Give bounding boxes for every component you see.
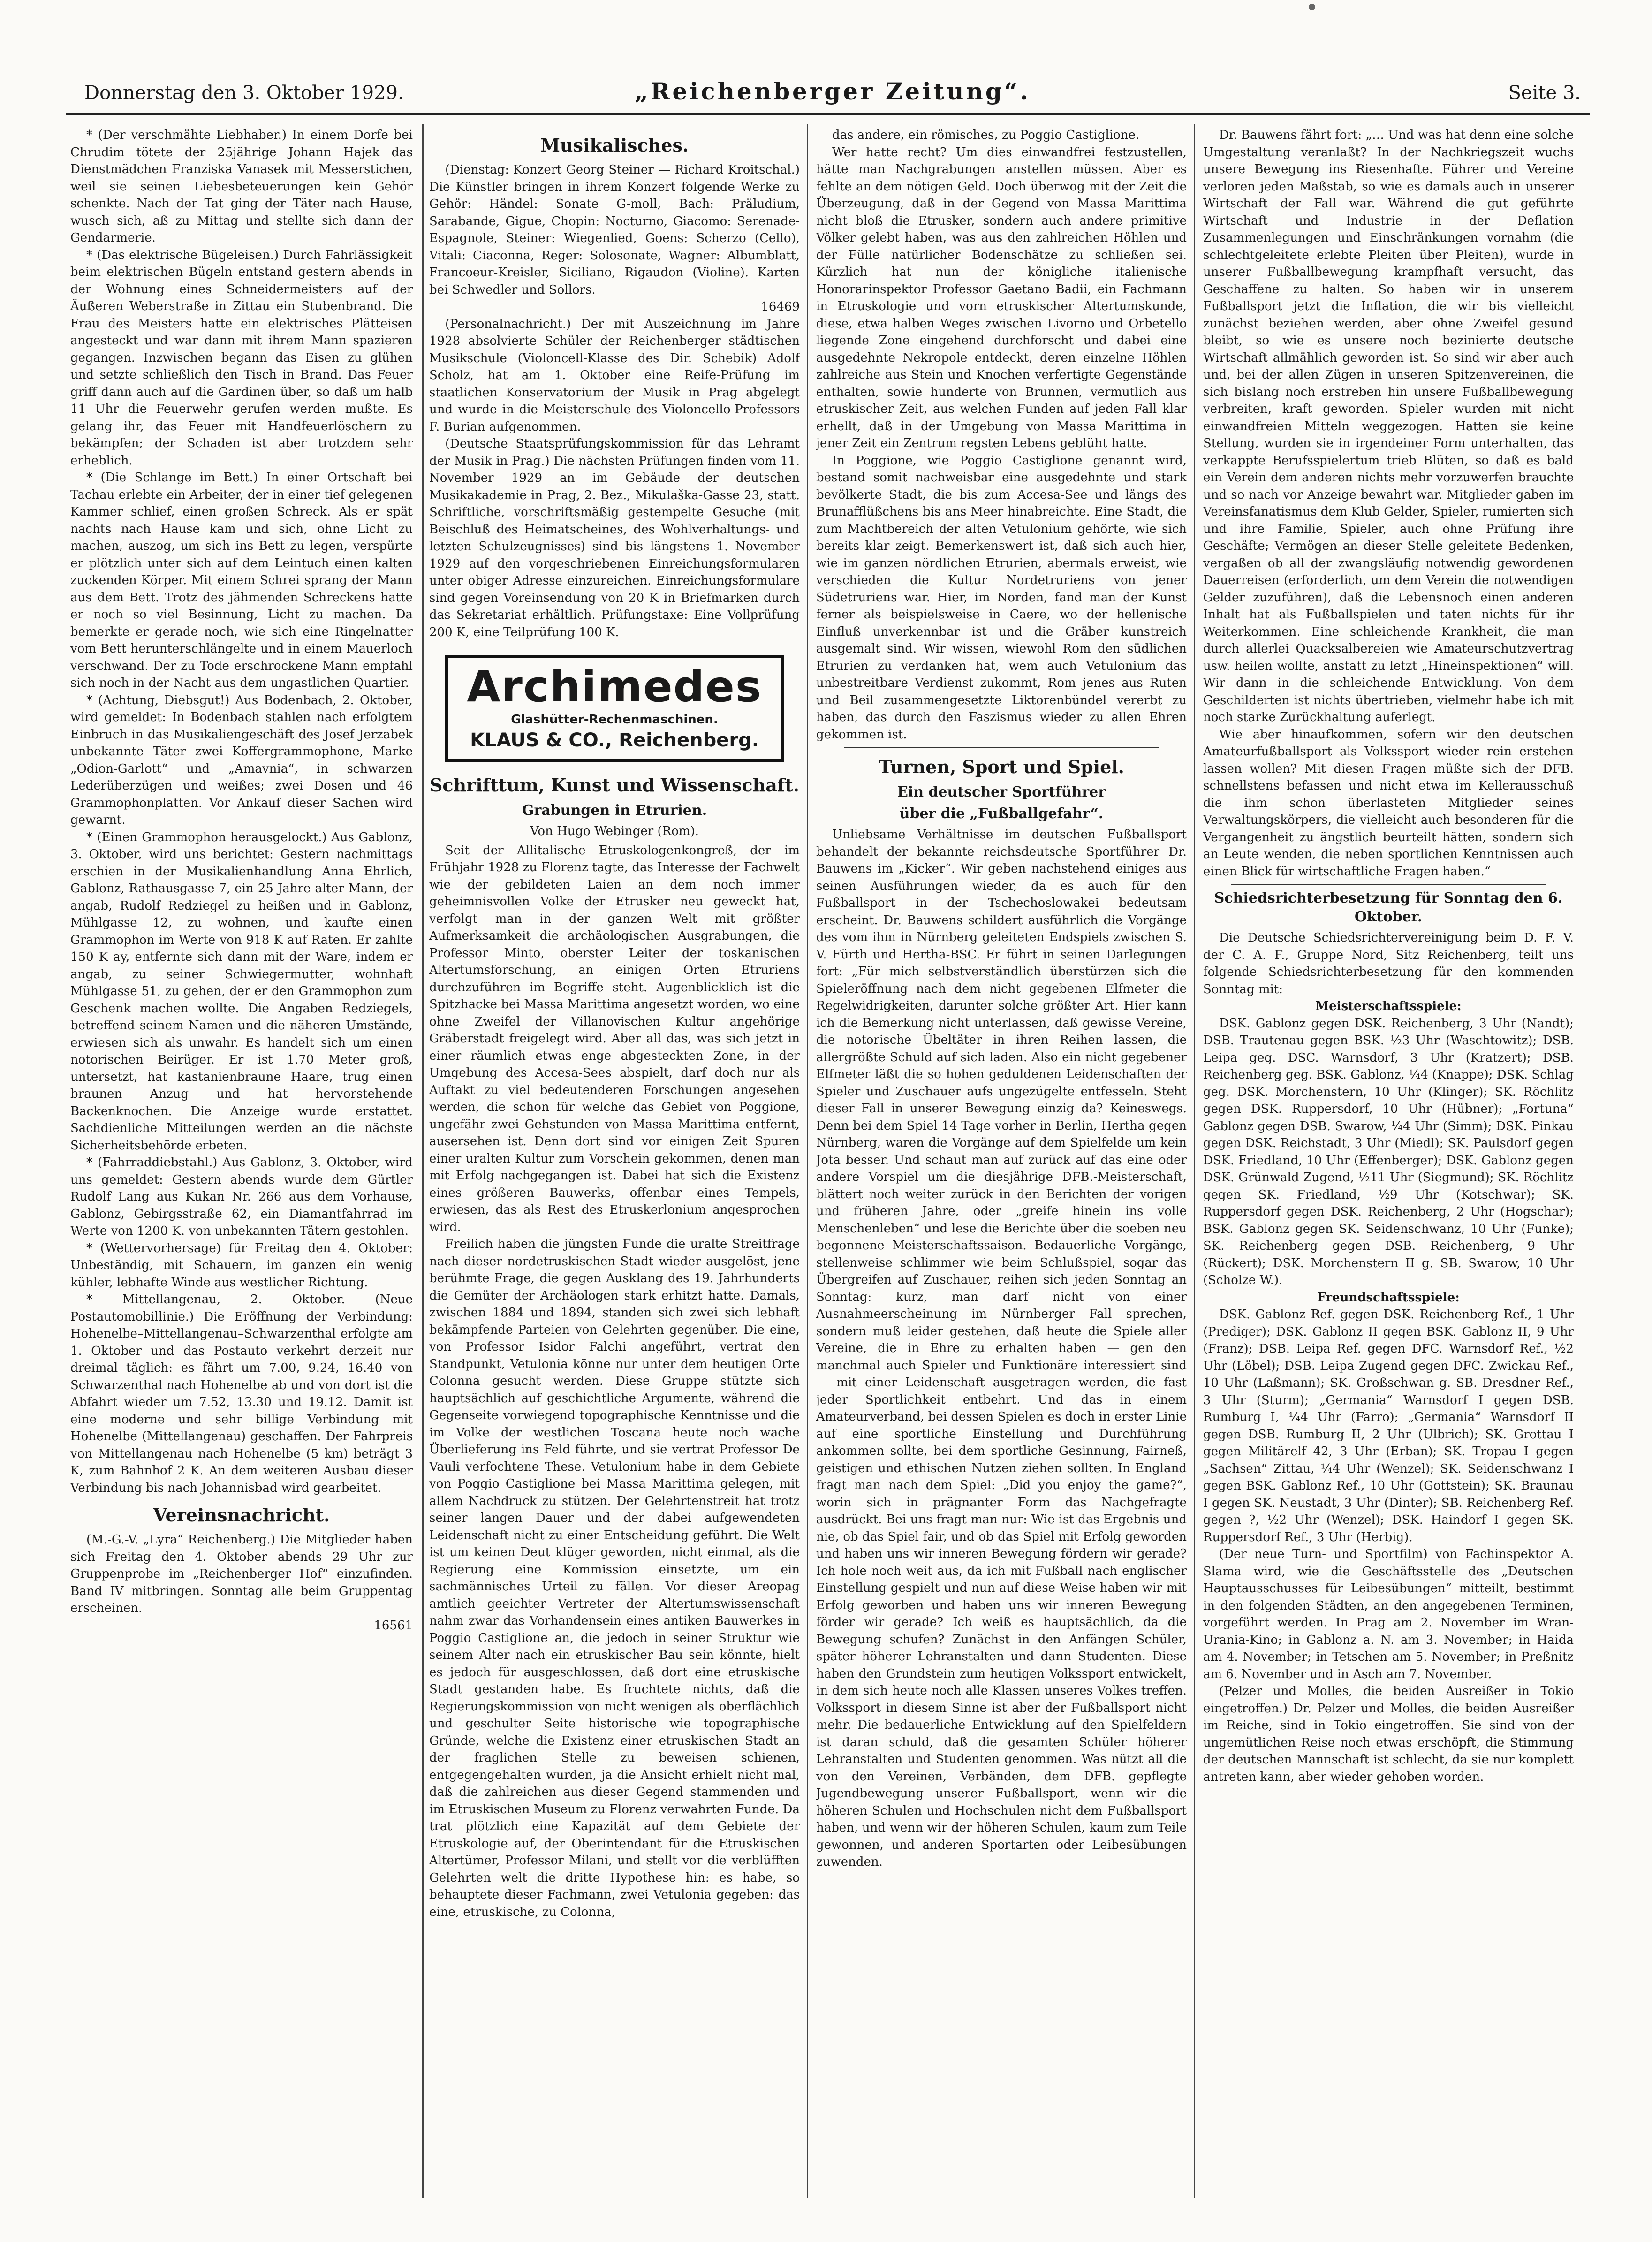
section-heading-schrifttum: Schrifttum, Kunst und Wissenschaft. bbox=[429, 775, 800, 796]
article-fahrraddiebstahl: * (Fahrraddiebstahl.) Aus Gablonz, 3. Oktober, wird uns gemeldet: Gestern abends wurde dem Gürtler Rudolf Lang aus Kukan Nr. 266 aus dem Vorhause, Gablonz, Gebirgsstraße 62, ein Diamantfahrrad im Werte von 1200 K. von unbekannten Tätern gestohlen. bbox=[70, 1155, 413, 1238]
column-4 bbox=[1203, 127, 1574, 2200]
section-heading-verein: Vereinsnachricht. bbox=[153, 1505, 330, 1526]
ad-firm: KLAUS & CO., Reichenberg. bbox=[470, 730, 759, 751]
subheading-meisterschaft: Meisterschaftsspiele: bbox=[1315, 999, 1462, 1013]
column-rule bbox=[422, 124, 424, 2198]
byline: Von Hugo Webinger (Rom). bbox=[530, 824, 699, 838]
article-etrurien-5: In Poggione, wie Poggio Castiglione genannt wird, bestand somit nachweisbar eine ausgedehnte und stark bevölkerte Stadt, die bis zum Accesa-See und längs des Brunafflüßchens bis ans Meer hinabreichte. Eine Stadt, die zum Machtbereich der alten Vetulonium gehörte, wie sich bereits klar zeigt. Bemerkenswert ist, daß sich auch hier, wie im ganzen nördlichen Etrurien, abermals erweist, wie verschieden die Kultur Nordetruriens von jener Südetruriens war. Hier, im Norden, fand man der Kunst ferner als beispielsweise in Caere, wo der hellenische Einfluß unverkennbar ist und die Gräber kunstreich ausgemalt sind. Wir wissen, wiewohl Rom den südlichen Etrurien zu verdanken hat, wem auch Vetulonium das unbestreitbare Verdienst zukommt, Rom jenes aus Ruten und Beil zusammengesetzte Liktorenbündel vererbt zu haben, das durch den Faszismus wieder zu allen Ehren gekommen ist. bbox=[816, 453, 1187, 742]
article-subtitle-fussballgefahr: über die „Fußballgefahr“. bbox=[899, 806, 1104, 822]
freundschaft-list: DSK. Gablonz Ref. gegen DSK. Reichenberg Ref., 1 Uhr (Prediger); DSK. Gablonz II gegen BSK. Gablonz II, 9 Uhr (Franz); DSB. Leipa Ref. gegen DFC. Warnsdorf Ref., ½2 Uhr (Löbel); DSB. Leipa Zugend gegen DFC. Zwickau Ref., 10 Uhr (Laßmann); SK. Großschwan g. SB. Dresdner Ref., 3 Uhr (Sturm); „Germania“ Warnsdorf I gegen DSB. Rumburg I, ¼4 Uhr (Farro); „Germania“ Warnsdorf II gegen DSB. Rumburg II, 2 Uhr (Ulbrich); SK. Grottau I gegen Militärelf 42, 3 Uhr (Erban); SK. Tropau I gegen „Sachsen“ Zittau, ¼4 Uhr (Wenzel); SK. Seidenschwanz I gegen BSK. Gablonz Ref., 10 Uhr (Gottstein); SK. Braunau I gegen SK. Neustadt, 3 Uhr (Dinter); SB. Reichenberg Ref. gegen ?, ½2 Uhr (Wenzel); DSK. Haindorf I gegen SK. Ruppersdorf Ref., 3 Uhr (Herbig). bbox=[1203, 1307, 1574, 1544]
article-diebsgut: * (Achtung, Diebsgut!) Aus Bodenbach, 2. Oktober, wird gemeldet: In Bodenbach stahlen nach erfolgtem Einbruch in das Musikaliengeschäft des Josef Jerzabek unbekannte Täter zwei Koffergrammophone, Marke „Odion-Garlott“ und „Amavnia“, in schwarzen Lederüberzügen und weißes; zwei Dosen und 46 Grammophonplatten. Vor Ankauf dieser Sachen wird gewarnt. bbox=[70, 693, 413, 827]
article-konzert: (Dienstag: Konzert Georg Steiner — Richard Kroitschal.) Die Künstler bringen in ihrem Konzert folgende Werke zu Gehör: Händel: Sonate G-moll, Bach: Präludium, Sarabande, Gigue, Chopin: Nocturno, Giacomo: Serenade-Espagnole, Steiner: Wiegenlied, Goens: Scherzo (Cello), Vitali: Ciaconna, Reger: Solosonate, Wagner: Albumblatt, Francoeur-Kreisler, Siciliano, Rigaudon (Violine). Karten bei Schwedler und Sollors. bbox=[429, 163, 800, 297]
article-liebhaber: * (Der verschmähte Liebhaber.) In einem Dorfe bei Chrudim tötete der 25jährige Johann Hajek das Dienstmädchen Franziska Vanasek mit Messerstichen, weil sie seinen Liebesbeteuerungen kein Gehör schenkte. Nach der Tat ging der Täter nach Hause, wusch sich, aß zu Mittag und stellte sich dann der Gendarmerie. bbox=[70, 128, 413, 245]
article-personal: (Personalnachricht.) Der mit Auszeichnung im Jahre 1928 absolvierte Schüler der Reichenberger städtischen Musikschule (Violoncell-Klasse des Dir. Schebik) Adolf Scholz, hat am 1. Oktober eine Reife-Prüfung im staatlichen Konservatorium der Musik in Prag abgelegt und wurde in die Meisterschule des Violoncello-Professors F. Burian aufgenommen. bbox=[429, 317, 800, 434]
section-divider bbox=[1231, 884, 1546, 885]
column-rule bbox=[1194, 124, 1195, 2198]
print-mark bbox=[1309, 4, 1315, 10]
article-wetter: * (Wettervorhersage) für Freitag den 4. Oktober: Unbeständig, mit Schauern, im ganzen ein wenig kühler, lebhafte Winde aus westlicher Richtung. bbox=[70, 1241, 413, 1290]
heading-schiedsrichter: Schiedsrichterbesetzung für Sonntag den 6. Oktober. bbox=[1214, 890, 1563, 925]
article-pelzer: (Pelzer und Molles, die beiden Ausreißer in Tokio eingetroffen.) Dr. Pelzer und Molles, die beiden Ausreißer im Reiche, sind in Tokio eingetroffen. Sie sind von der ungemütlichen Reise noch etwas erschöpft, die Stimmung der deutschen Mannschaft ist schlecht, da sie nur komplett antreten kann, aber wieder gehoben worden. bbox=[1203, 1684, 1574, 1784]
article-grammophon: * (Einen Grammophon herausgelockt.) Aus Gablonz, 3. Oktober, wird uns berichtet: Gestern nachmittags erschien in der Musikalienhandlung Anna Ehrlich, Gablonz, Rathausgasse 7, ein 25 Jahre alter Mann, der angab, Rudolf Redziegel zu heißen und in Gablonz, Mühlgasse 12, zu wohnen, und kaufte einen Grammophon im Werte von 918 K auf Raten. Er zahlte 150 K ay, entfernte sich dann mit der Ware, indem er angab, zu seiner Schwiegermutter, wohnhaft Mühlgasse 51, zu gehen, der er den Grammophon zum Geschenk machen wollte. Die Angaben Redziegels, betreffend seinem Namen und die näheren Umstände, erwiesen sich als unwahr. Es handelt sich um einen notorischen Beirüger. Er ist 1.70 Meter groß, untersetzt, hat kastanienbraune Haare, trug einen braunen Anzug und hat hervorstehende Backenknochen. Die Anzeige wurde erstattet. Sachdienliche Mitteilungen werden an die nächste Sicherheitsbehörde erbeten. bbox=[70, 830, 413, 1153]
ad-reference-number: 16469 bbox=[761, 300, 800, 314]
article-staatspruefung: (Deutsche Staatsprüfungskommission für das Lehramt der Musik in Prag.) Die nächsten Prüfungen finden vom 11. November 1929 an im Gebäude der deutschen Musikakademie in Prag, 2. Bez., Mikulaška-Gasse 23, statt. Schriftliche, vorschriftsmäßig gestempelte Gesuche (mit Beischluß des Heimatscheines, des Wohlverhaltungs- und letzten Schulzeugnisses) sind bis längstens 1. November 1929 auf den vorgeschriebenen Einreichungsformularen unter obiger Adresse einzureichen. Einreichungsformulare sind gegen Voreinsendung von 20 K in Briefmarken durch das Sekretariat erhältlich. Prüfungstaxe: Eine Vollprüfung 200 K, eine Teilprüfung 100 K. bbox=[429, 437, 800, 639]
ad-reference-number: 16561 bbox=[374, 1618, 413, 1633]
article-schiedsrichter-intro: Die Deutsche Schiedsrichtervereinigung beim D. F. V. der C. A. F., Gruppe Nord, Sitz Reichenberg, teilt uns folgende Schiedsrichterbesetzung für den kommenden Sonntag mit: bbox=[1203, 931, 1574, 996]
section-heading-sport: Turnen, Sport und Spiel. bbox=[879, 756, 1124, 777]
article-buegeleisen: * (Das elektrische Bügeleisen.) Durch Fahrlässigkeit beim elektrischen Bügeln entstand gestern abends in der Wohnung eines Schneidermeisters auf der Äußeren Weberstraße in Zittau ein Stubenbrand. Die Frau des Meisters hatte ein elektrisches Plätteisen angesteckt und war dann mit ihrem Mann spazieren gegangen. Inzwischen begann das Eisen zu glühen und setzte schließlich den Tisch in Brand. Das Feuer griff dann auch auf die Gardinen über, so daß um halb 11 Uhr die Feuerwehr gerufen werden mußte. Es gelang ihr, das Feuer mit Handfeuerlöschern zu bekämpfen; der Schaden ist aber trotzdem sehr erheblich. bbox=[70, 248, 413, 468]
article-title-etrurien: Grabungen in Etrurien. bbox=[522, 802, 707, 819]
section-heading-musik: Musikalisches. bbox=[540, 135, 689, 156]
section-divider bbox=[844, 747, 1159, 748]
article-fussball-cont: Dr. Bauwens fährt fort: „… Und was hat denn eine solche Umgestaltung veranlaßt? In der Nachkriegszeit wuchs unsere Bewegung ins Riesenhafte. Führer und Vereine verloren jeden Maßstab, so wie es damals auch in unserer Wirtschaft der Fall war. Während die gut geführte Wirtschaft und Industrie in der Deflation Zusammenlegungen und Einschränkungen vornahm (die schlechtgeleitete erlebte Pleiten über Pleiten), wurde in unserer Fußballbewegung krampfhaft versucht, das Geschaffene zu halten. So haben wir in unserem Fußballsport jetzt die Inflation, die wir bis vielleicht zunächst beziehen werden, aber ohne Zweifel gesund bleibt, so wie es unsere noch bezinierte deutsche Wirtschaft allmählich geworden ist. So sind wir aber auch und, bei der allen Zügen in unseren Spitzenvereinen, die sich bislang noch erstreben hin unsere Fußballbewegung verbreiten, kraft geworden. Spieler wurden mit nicht einwandfreien Mitteln weggezogen. Hatten sie keine Stellung, wurden sie in irgendeiner Form unterhalten, das verkappte Berufsspielertum trieb Blüten, so daß es bald ein Verein dem anderen nichts mehr vorzuwerfen brauchte und so nach vor Anzeige bewahrt war. Mitglieder gaben im Vereinsfanatismus dem Klub Gelder, Spieler, rumierten sich und ihre Familie, Spieler, auch ohne Prüfung ihre Geschäfte; Vermögen an dieser Stelle geleitete Bedenken, vergaßen ob all der zwangsläufig notwendig gewordenen Dauerreisen (erforderlich, um dem Verein die notwendigen Gelder zuzuführen), daß die Lebensnoch einen anderen Inhalt hat als Fußballspielen und taten nichts für ihr Weiterkommen. Eine schleichende Krankheit, die man durch allerlei Quacksalbereien wie Amateurschutzvertrag usw. heilen wollte, anstatt zu letzt „Hineinspektionen“ will. Wir dann in die schleichende Entwicklung. Von dem Geschilderten ist nichts übertrieben, vielmehr habe ich mit noch starke Zurückhaltung auferlegt. bbox=[1203, 128, 1574, 724]
meisterschaft-list: DSK. Gablonz gegen DSK. Reichenberg, 3 Uhr (Nandt); DSB. Trautenau gegen BSK. ½3 Uhr (Waschtowitz); DSB. Leipa geg. DSC. Warnsdorf, 3 Uhr (Kratzert); DSB. Reichenberg geg. BSK. Gablonz, ¼4 (Knappe); DSK. Schlag geg. DSK. Morchenstern, 10 Uhr (Klinger); SK. Röchlitz gegen DSK. Ruppersdorf, 10 Uhr (Hübner); „Fortuna“ Gablonz gegen DSB. Swarow, ¼4 Uhr (Simm); DSK. Pinkau gegen DSK. Reichstadt, 3 Uhr (Miedl); SK. Paulsdorf gegen DSK. Friedland, 10 Uhr (Effenberger); DSK. Gablonz gegen DSK. Grünwald Zugend, ½11 Uhr (Siegmund); SK. Röchlitz gegen SK. Friedland, ½9 Uhr (Kotschwar); SK. Ruppersdorf gegen DSK. Reichenberg, 2 Uhr (Hogschar); BSK. Gablonz gegen SK. Seidenschwanz, 10 Uhr (Funke); SK. Reichenberg gegen DSB. Reichenberg, 9 Uhr (Rückert); DSK. Morchenstern II g. SB. Swarow, 10 Uhr (Scholze W.). bbox=[1203, 1016, 1574, 1287]
subheading-freundschaft: Freundschaftsspiele: bbox=[1317, 1290, 1460, 1305]
article-schlange: * (Die Schlange im Bett.) In einer Ortschaft bei Tachau erlebte ein Arbeiter, der in einer tief gelegenen Kammer schlief, einen großen Schreck. Als er spät nachts nach Hause kam und sich, ohne Licht zu machen, auszog, um sich ins Bett zu legen, verspürte er plötzlich unter sich auf dem Leintuch einen kalten zuckenden Körper. Mit einem Schrei sprang der Mann aus dem Bett. Trotz des jähmenden Schreckens hatte er noch so viel Besinnung, Licht zu machen. Da bemerkte er gerade noch, wie sich eine Ringelnatter vom Bett herunterschlängelte und in einem Mauerloch verschwand. Der zu Tode erschrockene Mann empfahl sich noch in der Nacht aus dem ungastlichen Quartier. bbox=[70, 471, 413, 690]
page-number: Seite 3. bbox=[1508, 82, 1581, 104]
header-rule bbox=[66, 113, 1590, 115]
ad-brand: Archimedes bbox=[467, 661, 762, 712]
column-1 bbox=[70, 127, 413, 2200]
article-lyra: (M.-G.-V. „Lyra“ Reichenberg.) Die Mitglieder haben sich Freitag den 4. Oktober abends 29 Uhr zur Gruppenprobe im „Reichenberger Hof“ einzufinden. Band IV mitbringen. Sonntag alle beim Gruppentag erscheinen. bbox=[70, 1533, 413, 1615]
ad-subtitle: Glashütter-Rechenmaschinen. bbox=[511, 713, 718, 727]
column-3 bbox=[816, 127, 1187, 2200]
article-etrurien-4: Wer hatte recht? Um dies einwandfrei festzustellen, hätte man Nachgrabungen anstellen müssen. Aber es fehlte an dem nötigen Geld. Doch überwog mit der Zeit die Überzeugung, daß in der Gegend von Massa Marittima nicht bloß die Etrusker, sondern auch andere primitive Völker gelebt haben, was aus den zahlreichen Höhlen und der Fülle natürlicher Bodenschätze zu schließen sei. Kürzlich hat nun der königliche italienische Honorarinspektor Professor Gaetano Badii, ein Fachmann in Etruskologie und vorn etruskischer Altertumskunde, diese, etwa halben Weges zwischen Livorno und Orbetello liegende Zone eingehend durchforscht und dabei eine ausgedehnte Nekropole entdeckt, deren einzelne Höhlen zahlreiche aus Stein und Knochen verfertigte Gegenstände enthalten, sowie hunderte von Brunnen, vermutlich aus etruskischer Zeit, aus welchen Funden auf jeden Fall klar erhellt, daß in der Umgebung von Massa Marittima in jener Zeit ein Zentrum regsten Lebens geblüht hatte. bbox=[816, 145, 1187, 450]
article-fussball-end: Wie aber hinaufkommen, sofern wir den deutschen Amateurfußballsport als Volkssport wieder rein erstehen lassen wollen? Mit diesen Fragen müßte sich der DFB. schnellstens befassen und nicht etwa im Kellerausschuß die ihm schon überlasteten Mitglieder seines Verwaltungskörpers, die vielleicht auch besonderen für die Vergangenheit zu ängstlich beurteilt hätten, sondern sich an Leute wenden, die neben sportlichen Kenntnissen auch einen Blick für wirtschaftliche Fragen haben.“ bbox=[1203, 727, 1574, 879]
page-header bbox=[84, 77, 1581, 110]
column-2 bbox=[429, 127, 800, 2200]
issue-date: Donnerstag den 3. Oktober 1929. bbox=[84, 82, 404, 104]
article-title-sportfuehrer: Ein deutscher Sportführer bbox=[897, 784, 1106, 800]
article-fussball: Unliebsame Verhältnisse im deutschen Fußballsport behandelt der bekannte reichsdeutsche Sportführer Dr. Bauwens im „Kicker“. Wir geben nachstehend einiges aus seinen Ausführungen wieder, da es auch für den Fußballsport in der Tschechoslowakei bedeutsam erscheint. Dr. Bauwens schildert ausführlich die Vorgänge des vom ihm in Nürnberg geleiteten Endspiels zwischen S. V. Fürth und Hertha-BSC. Er führt in seinen Darlegungen fort: „Für mich selbstverständlich überstürzen sich die Spieleröffnung nach dem nicht gegebenen Elfmeter die Regelwidrigkeiten, darunter solche größter Art. Hier kann ich die Bemerkung nicht unterlassen, daß gewisse Vereine, die notorische Übeltäter in ihren Reihen lassen, die allergrößte Schuld auf sich laden. Also ein nicht gegebener Elfmeter läßt die so hohen geduldenen Leidenschaften der Spieler und Zuschauer aufs ungezügelte entfesseln. Steht dieser Fall in unserer Bewegung einzig da? Keineswegs. Denn bei dem Spiel 14 Tage vorher in Berlin, Hertha gegen Nürnberg, waren die Vorgänge auf dem Spielfelde um kein Jota besser. Und schaut man auf zurück auf das eine oder andere Vorspiel um die diesjährige DFB.-Meisterschaft, blättert noch weiter zurück in den Berichten der vorigen und früheren Jahre, oder „greife hinein ins volle Menschenleben“ und lese die Berichte über die soeben neu begonnene Meisterschaftssaison. Bedauerliche Vorgänge, stellenweise schlimmer wie beim Schlußspiel, sogar das Übergreifen auf Zuschauer, reihen sich jeden Sonntag an Sonntag: kurz, man darf nicht von einer Ausnahmeerscheinung im Nürnberger Fall sprechen, sondern muß leider gestehen, daß heute die Spiele aller Vereine, die in Ehre zu erhalten haben — gen den manchmal auch Spieler und Funktionäre interessiert sind — mit einer Leidenschaft ausgetragen werden, die fast jeder Sportlichkeit entbehrt. Und das in einem Amateurverband, bei dessen Spielen es doch in erster Linie auf eine sportliche Einstellung und Durchführung ankommen sollte, bei dem sportliche Gesinnung, Fairneß, geistigen und ethischen Nutzen ziehen sollten. In England fragt man nach dem Spiel: „Did you enjoy the game?“, worin sich in prägnanter Form das Nachgefragte ausdrückt. Bei uns fragt man nur: Wie ist das Ergebnis und nie, ob das Spiel fair, und ob das Spiel mit Erfolg geworden und haben uns wir inneren Bewegung fördern wir gerade? Ich hole noch weit aus, da ich mit Fußball nach englischer Einstellung gespielt und nun auf diese Weise haben wir mit Erfolg geworben und haben uns wir inneren Bewegung förder wir gerade? Ich weiß es hauptsächlich, da die Bewegung schufen? Zunächst in den Anfängen Schüler, später höherer Lehranstalten und dann Studenten. Diese haben den Grundstein zum heutigen Volkssport entwickelt, in dem sich heute noch alle Klassen unseres Volkes treffen. Volkssport in diesem Sinne ist aber der Fußballsport nicht mehr. Die bedauerliche Entwicklung auf den Spielfeldern ist daran schuld, daß die gesamten Schüler höherer Lehranstalten und Studenten genommen. Was nützt all die von den Vereinen, Verbänden, dem DFB. gepflegte Jugendbewegung unserer Fußballsport, wenn wir die höheren Schulen und Hochschulen nicht dem Fußballsport haben, und wenn wir der höheren Schulen, kaum zum Teile gewonnen, und anderen Sportarten oder Leibesübungen zuwenden. bbox=[816, 828, 1187, 1869]
article-etrurien-2: Freilich haben die jüngsten Funde die uralte Streitfrage nach dieser nordetruskischen Stadt wieder ausgelöst, jene berühmte Frage, die gegen Ausklang des 19. Jahrhunderts die Gemüter der Archäologen stark erhitzt hatte. Damals, zwischen 1884 und 1894, standen sich zwei sich lebhaft bekämpfende Parteien von Gelehrten gegenüber. Die eine, von Professor Isidor Falchi angeführt, vertrat den Standpunkt, Vetulonia könne nur unter dem heutigen Orte Colonna gesucht werden. Diese Gruppe stützte sich hauptsächlich auf geschichtliche Argumente, während die Gegenseite vorwiegend topographische Kenntnisse und die im Volke der westlichen Toscana heute noch wache Überlieferung ins Feld führte, und sie vertrat Professor De Vauli verfochtene These. Vetulonium habe in dem Gebiete von Poggio Castiglione bei Massa Marittima gelegen, mit allem Nachdruck zu stützen. Der Gelehrtenstreit hat trotz seiner langen Dauer und der dabei aufgewendeten Leidenschaft nicht zu einer Entscheidung geführt. Die Welt ist um keinen Deut klüger geworden, nicht einmal, als die Regierung eine Kommission einsetzte, um ein sachmännisches Urteil zu fällen. Vor dieser Areopag amtlich geeichter Vertreter der Altertumswissenschaft nahm zwar das Vorhandensein eines antiken Bauwerkes in Poggio Castiglione an, die jedoch in seiner Struktur wie seinem Alter nach ein etruskischer Bau sein könnte, hielt es jedoch für ausgeschlossen, daß dort eine etruskische Stadt gestanden habe. Es fruchtete nichts, daß die Regierungskommission von nicht wenigen als oberflächlich und geschulter Seite historische wie topographische Gründe, welche die Existenz einer etruskischen Stadt an der fraglichen Stelle zu beweisen schienen, entgegengehalten wurden, ja die Ansicht erhielt nicht mal, daß die zahlreichen aus dieser Gegend stammenden und im Etruskischen Museum zu Florenz verwahrten Funde. Da trat plötzlich eine Kapazität auf dem Gebiete der Etruskologie auf, der Oberintendant für die Etruskischen Altertümer, Professor Milani, und stellt vor die verblüfften Gelehrten welt die dritte Hypothese hin: es habe, so behauptete dieser Fachmann, zwei Vetulonia gegeben: das eine, etruskische, zu Colonna, bbox=[429, 1237, 800, 1919]
archimedes-advertisement bbox=[445, 655, 784, 762]
article-etrurien-1: Seit der Allitalische Etruskologenkongreß, der im Frühjahr 1928 zu Florenz tagte, das Interesse der Fachwelt wie der gebildeten Laien an dem noch immer geheimnisvollen Volke der Etrusker neu geweckt hat, verfolgt man in der ganzen Welt mit größter Aufmerksamkeit die archäologischen Ausgrabungen, die Professor Minto, oberster Leiter der toskanischen Altertumsforschung, an einigen Orten Etruriens durchzuführen im Begriffe steht. Augenblicklich ist die Spitzhacke bei Massa Marittima angesetzt worden, wo eine ohne Zweifel der Villanovischen Kultur angehörige Gräberstadt freigelegt wird. Aber all das, was sich jetzt in einer räumlich etwas enge abgesteckten Zone, in der Umgebung des Accesa-Sees abspielt, darf doch nur als Auftakt zu viel bedeutenderen Forschungen angesehen werden, die schon für welche das Gebiet von Poggione, ungefähr zwei Gehstunden von Massa Marittima entfernt, ausersehen ist. Denn dort sind vor einigen Zeit Spuren einer uralten Kultur zum Vorschein gekommen, denen man mit Erfolg nachgegangen ist. Dabei hat sich die Existenz eines größeren Bauwerks, offenbar eines Tempels, erwiesen, das als Rest des Etruskerlonium angesprochen wird. bbox=[429, 843, 800, 1234]
masthead: „Reichenberger Zeitung“. bbox=[635, 77, 1031, 105]
article-postauto: * Mittellangenau, 2. Oktober. (Neue Postautomobillinie.) Die Eröffnung der Verbindung: Hohenelbe–Mittellangenau–Schwarzenthal erfolgte am 1. Oktober und das Postauto verkehrt derzeit nur dreimal täglich: es fährt um 7.00, 9.24, 16.40 von Schwarzenthal nach Hohenelbe ab und von dort ist die Abfahrt wieder um 7.52, 13.30 und 19.12. Damit ist eine moderne und sehr billige Verbindung mit Hohenelbe (Mittellangenau) geschaffen. Der Fahrpreis von Mittellangenau nach Hohenelbe (5 km) beträgt 3 K, zum Bahnhof 2 K. An dem weiteren Ausbau dieser Verbindung bis nach Johannisbad wird gearbeitet. bbox=[70, 1292, 413, 1495]
column-rule bbox=[807, 124, 808, 2198]
article-etrurien-3: das andere, ein römisches, zu Poggio Castiglione. bbox=[832, 128, 1140, 142]
article-sportfilm: (Der neue Turn- und Sportfilm) von Fachinspektor A. Slama wird, wie die Geschäftsstelle des „Deutschen Hauptausschusses für Leibesübungen“ mitteilt, bestimmt in den folgenden Städten, an den angegebenen Terminen, vorgeführt werden. In Prag am 2. November im Wran-Urania-Kino; in Gablonz a. N. am 3. November; in Haida am 4. November; in Tetschen am 5. November; in Preßnitz am 6. November und in Asch am 7. November. bbox=[1203, 1547, 1574, 1681]
